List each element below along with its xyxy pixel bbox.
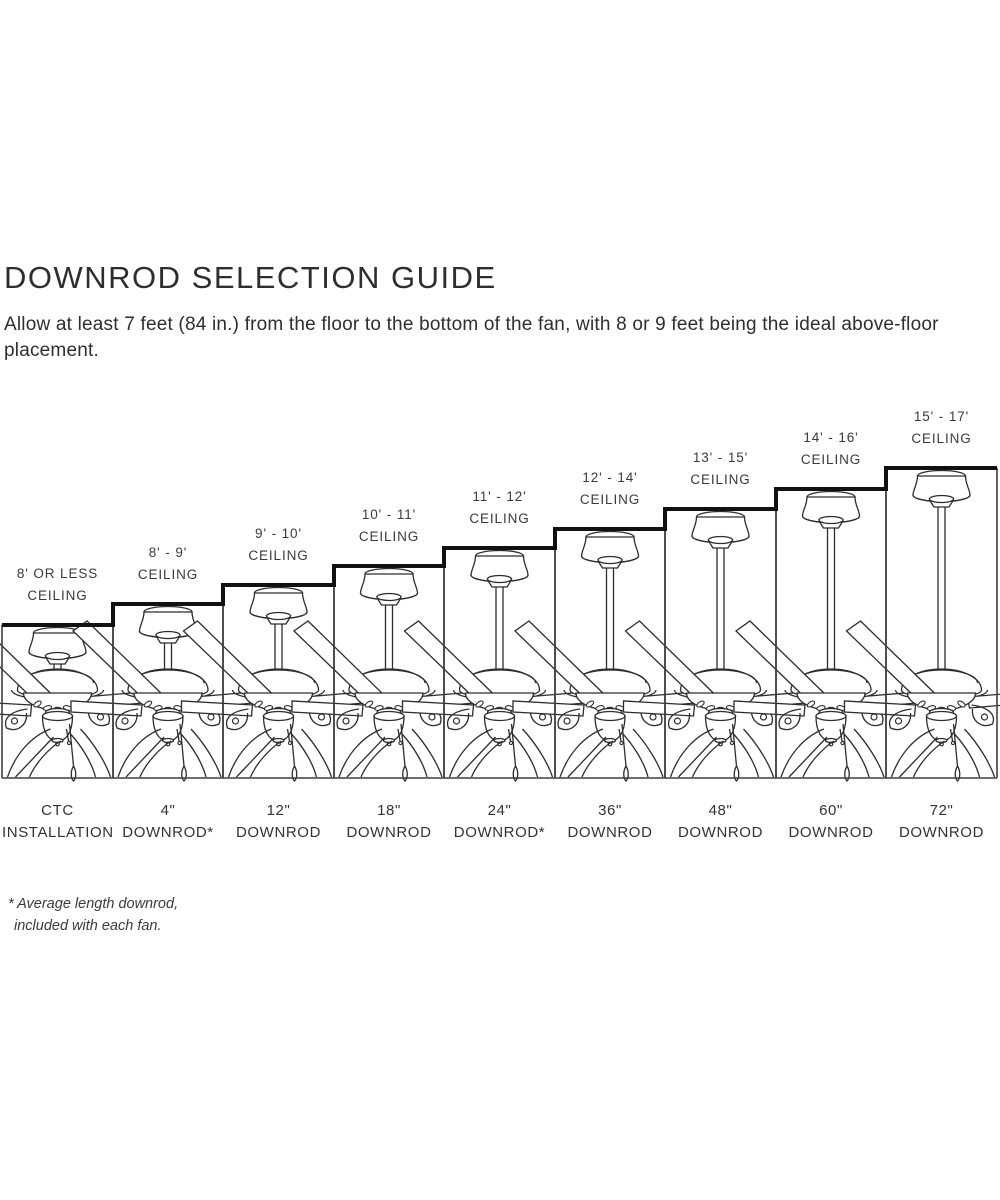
downrod-word: DOWNROD (567, 824, 653, 841)
downrod-length-label (2, 800, 113, 844)
ceiling-word: CEILING (358, 528, 420, 544)
ceiling-range: 8' OR LESS (16, 566, 99, 581)
ceiling-range: 12' - 14' (582, 470, 638, 485)
downrod-word: DOWNROD (346, 824, 432, 841)
downrod-length-label (113, 800, 223, 844)
downrod-word: DOWNROD (788, 824, 874, 841)
downrod-size: 72" (929, 802, 954, 819)
downrod-word: INSTALLATION (2, 824, 114, 841)
downrod-length-label (886, 800, 997, 844)
downrod-size: 18" (377, 802, 401, 819)
ceiling-word: CEILING (690, 471, 751, 487)
ceiling-height-label (444, 486, 555, 529)
ceiling-word: CEILING (137, 566, 199, 582)
footnote-line: * Average length downrod, (8, 896, 179, 912)
ceiling-range: 11' - 12' (472, 489, 527, 504)
ceiling-range: 14' - 16' (803, 430, 859, 445)
downrod-word: DOWNROD (898, 824, 985, 841)
ceiling-height-label (776, 427, 886, 470)
downrod-length-label (776, 800, 886, 844)
ceiling-range: 9' - 10' (255, 526, 302, 541)
downrod-size: 12" (266, 802, 291, 819)
ceiling-range: 15' - 17' (913, 409, 970, 424)
footnote-line: included with each fan. (14, 918, 162, 934)
downrod-size: 48" (708, 802, 733, 819)
intro-text: Allow at least 7 feet (84 in.) from the floor to the bottom of the fan, with 8 or 9 feet being the ideal above-floor placement. (4, 314, 939, 361)
downrod-word: DOWNROD (235, 824, 322, 841)
ceiling-word: CEILING (27, 587, 88, 603)
downrod-size: 60" (819, 802, 843, 819)
ceiling-height-label (223, 523, 334, 566)
downrod-size: 24" (487, 802, 512, 819)
ceiling-height-label (334, 504, 444, 547)
ceiling-height-label (113, 542, 223, 585)
ceiling-range: 8' - 9' (148, 545, 188, 560)
downrod-size: 36" (598, 802, 622, 819)
ceiling-word: CEILING (911, 430, 972, 446)
footnote (8, 893, 178, 937)
downrod-length-label (334, 800, 444, 844)
ceiling-range: 10' - 11' (361, 507, 417, 522)
downrod-word: DOWNROD* (122, 824, 214, 841)
downrod-size: CTC (41, 802, 74, 819)
downrod-word: DOWNROD* (453, 824, 546, 841)
downrod-length-label (555, 800, 665, 844)
ceiling-height-label (886, 406, 997, 449)
downrod-length-label (444, 800, 555, 844)
ceiling-height-label (665, 447, 776, 490)
ceiling-word: CEILING (800, 451, 862, 467)
ceiling-height-label (555, 467, 665, 510)
page-title: DOWNROD SELECTION GUIDE (4, 260, 497, 295)
ceiling-word: CEILING (248, 547, 309, 563)
downrod-length-label (223, 800, 334, 844)
ceiling-range: 13' - 15' (692, 450, 749, 465)
ceiling-height-label (2, 563, 113, 606)
downrod-word: DOWNROD (677, 824, 764, 841)
downrod-size: 4" (160, 802, 176, 819)
ceiling-word: CEILING (469, 510, 530, 526)
ceiling-word: CEILING (579, 491, 641, 507)
downrod-length-label (665, 800, 776, 844)
